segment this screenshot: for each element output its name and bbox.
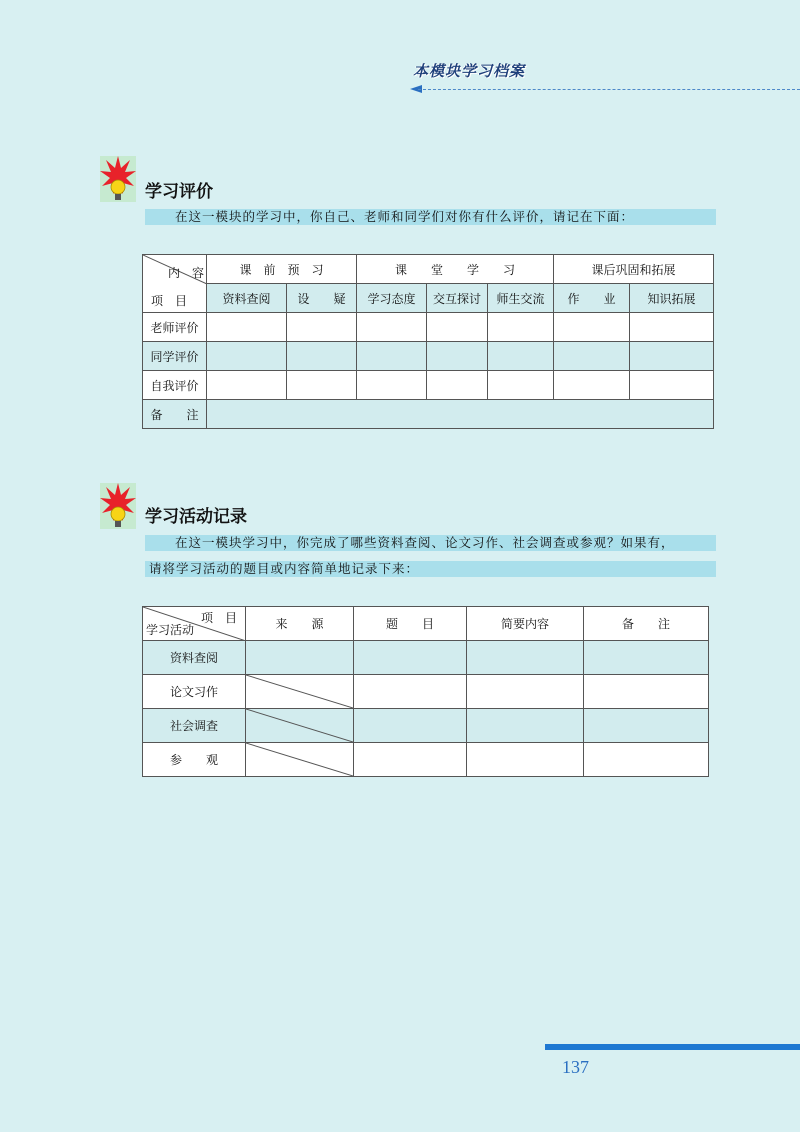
row-label: 论文习作 <box>143 675 246 709</box>
evaluation-table <box>142 254 714 429</box>
subheader-cell: 师生交流 <box>488 284 554 313</box>
table-row <box>143 743 709 777</box>
group-header-classroom: 课 堂 学 习 <box>357 255 554 284</box>
entry-cell[interactable] <box>630 313 714 342</box>
entry-cell[interactable] <box>584 743 709 777</box>
entry-cell[interactable] <box>584 709 709 743</box>
table-row <box>143 709 709 743</box>
evaluation-instruction: 在这一模块的学习中，你自己、老师和同学们对你有什么评价，请记在下面： <box>145 209 716 225</box>
header-topic: 题 目 <box>354 607 467 641</box>
section-title-activity-record: 学习活动记录 <box>145 507 247 527</box>
entry-cell[interactable] <box>427 371 488 400</box>
module-archive-title: 本模块学习档案 <box>413 62 526 80</box>
table-row <box>143 313 714 342</box>
entry-cell[interactable] <box>554 371 630 400</box>
entry-cell[interactable] <box>354 675 467 709</box>
entry-cell[interactable] <box>630 371 714 400</box>
corner-activity-label: 学习活动 <box>146 623 195 637</box>
header-dashed-line <box>418 89 800 90</box>
entry-cell[interactable] <box>467 641 584 675</box>
entry-cell[interactable] <box>584 675 709 709</box>
entry-cell[interactable] <box>427 342 488 371</box>
entry-cell[interactable] <box>488 342 554 371</box>
entry-cell[interactable] <box>554 342 630 371</box>
entry-cell[interactable] <box>207 342 287 371</box>
entry-cell[interactable] <box>207 313 287 342</box>
row-label: 资料查阅 <box>143 641 246 675</box>
subheader-cell: 作 业 <box>554 284 630 313</box>
subheader-cell: 知识拓展 <box>630 284 714 313</box>
lightbulb-burst-icon <box>100 156 136 202</box>
entry-cell[interactable] <box>287 313 357 342</box>
remark-entry-cell[interactable] <box>207 400 714 429</box>
entry-cell[interactable] <box>354 709 467 743</box>
group-header-after-class: 课后巩固和拓展 <box>554 255 714 284</box>
corner-item-label: 项 目 <box>151 294 188 308</box>
entry-cell[interactable] <box>554 313 630 342</box>
activity-instruction-line2: 请将学习活动的题目或内容简单地记录下来： <box>145 561 716 577</box>
activity-instruction-line1: 在这一模块学习中，你完成了哪些资料查阅、论文习作、社会调查或参观？如果有， <box>145 535 716 551</box>
group-header-preview: 课 前 预 习 <box>207 255 357 284</box>
evaluation-corner-header <box>143 255 207 313</box>
page-footer-bar <box>545 1044 800 1050</box>
entry-cell[interactable] <box>630 342 714 371</box>
crossed-out-cell <box>246 675 354 709</box>
entry-cell[interactable] <box>287 342 357 371</box>
entry-cell[interactable] <box>287 371 357 400</box>
corner-content-label: 内 容 <box>167 266 204 280</box>
header-remark: 备 注 <box>584 607 709 641</box>
activity-record-table <box>142 606 709 777</box>
remark-label: 备 注 <box>143 400 207 429</box>
activity-corner-header <box>143 607 246 641</box>
table-row <box>143 400 714 429</box>
entry-cell[interactable] <box>357 342 427 371</box>
row-label: 同学评价 <box>143 342 207 371</box>
row-label: 自我评价 <box>143 371 207 400</box>
crossed-out-cell <box>246 709 354 743</box>
lightbulb-burst-icon <box>100 483 136 529</box>
page-number: 137 <box>562 1057 589 1077</box>
entry-cell[interactable] <box>467 743 584 777</box>
row-label: 老师评价 <box>143 313 207 342</box>
corner-item-label: 项 目 <box>200 611 237 625</box>
row-label: 参 观 <box>143 743 246 777</box>
subheader-cell: 交互探讨 <box>427 284 488 313</box>
row-label: 社会调查 <box>143 709 246 743</box>
table-row <box>143 675 709 709</box>
table-row <box>143 641 709 675</box>
table-row <box>143 342 714 371</box>
table-row <box>143 371 714 400</box>
entry-cell[interactable] <box>354 743 467 777</box>
entry-cell[interactable] <box>467 675 584 709</box>
entry-cell[interactable] <box>488 371 554 400</box>
entry-cell[interactable] <box>427 313 488 342</box>
entry-cell[interactable] <box>584 641 709 675</box>
entry-cell[interactable] <box>357 313 427 342</box>
crossed-out-cell <box>246 743 354 777</box>
subheader-cell: 资料查阅 <box>207 284 287 313</box>
header-summary: 简要内容 <box>467 607 584 641</box>
entry-cell[interactable] <box>207 371 287 400</box>
header-source: 来 源 <box>246 607 354 641</box>
entry-cell[interactable] <box>357 371 427 400</box>
subheader-cell: 学习态度 <box>357 284 427 313</box>
entry-cell[interactable] <box>246 641 354 675</box>
subheader-cell: 设 疑 <box>287 284 357 313</box>
entry-cell[interactable] <box>354 641 467 675</box>
entry-cell[interactable] <box>467 709 584 743</box>
entry-cell[interactable] <box>488 313 554 342</box>
section-title-evaluation: 学习评价 <box>145 182 213 202</box>
